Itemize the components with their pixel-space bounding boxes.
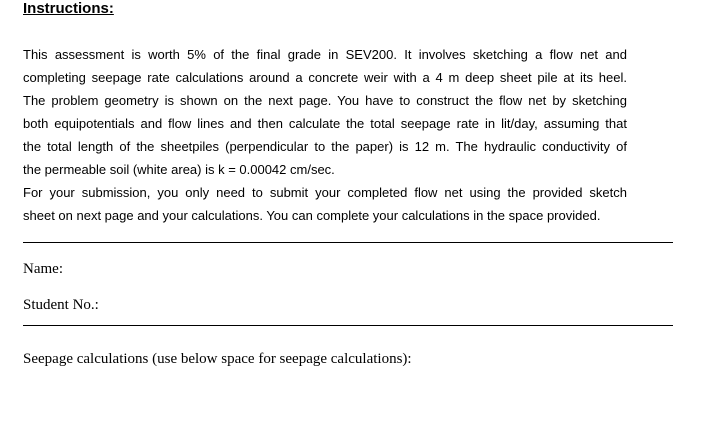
paragraph-line: completing seepage rate calculations around a concrete weir with a 4 m deep sheet pile at its heel. xyxy=(23,70,627,85)
paragraph-line: sheet on next page and your calculations. You can complete your calculations in the space provided. xyxy=(23,208,601,223)
paragraph-line: The problem geometry is shown on the next page. You have to construct the flow net by sketching xyxy=(23,93,627,108)
paragraph-line: both equipotentials and flow lines and then calculate the total seepage rate in lit/day, assuming that xyxy=(23,116,627,131)
instructions-paragraph-2 xyxy=(23,181,627,227)
instructions-paragraph-1 xyxy=(23,43,627,181)
paragraph-line: For your submission, you only need to submit your completed flow net using the provided sketch xyxy=(23,185,627,200)
seepage-calculations-label: Seepage calculations (use below space for seepage calculations): xyxy=(23,351,412,367)
student-no-label: Student No.: xyxy=(23,297,99,313)
paragraph-line: the total length of the sheetpiles (perpendicular to the paper) is 12 m. The hydraulic conductivity of xyxy=(23,139,627,154)
instructions-heading: Instructions: xyxy=(23,0,114,17)
name-label: Name: xyxy=(23,261,63,277)
paragraph-line: the permeable soil (white area) is k = 0.00042 cm/sec. xyxy=(23,162,335,177)
divider-bottom xyxy=(23,325,673,326)
divider-top xyxy=(23,242,673,243)
paragraph-line: This assessment is worth 5% of the final grade in SEV200. It involves sketching a flow net and xyxy=(23,47,627,62)
